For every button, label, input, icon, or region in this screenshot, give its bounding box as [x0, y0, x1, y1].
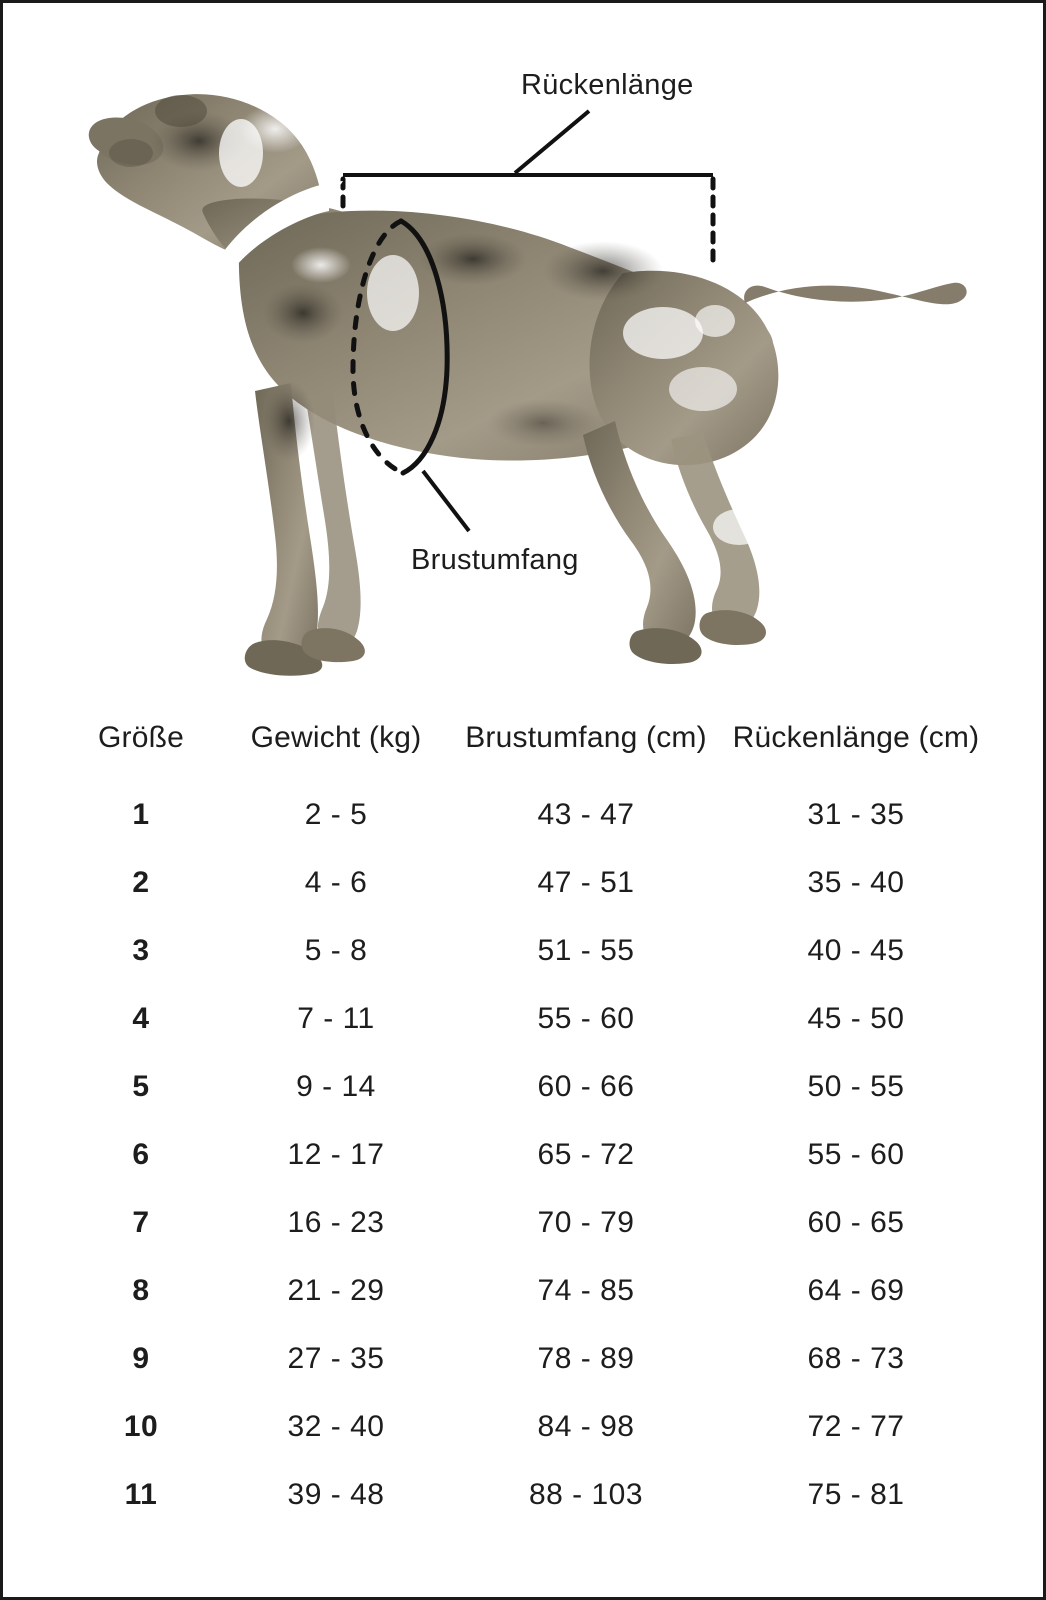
cell-chest: 74 - 85 [537, 1274, 635, 1307]
cell-back: 64 - 69 [807, 1274, 905, 1307]
table-row [61, 1325, 991, 1393]
size-table-wrapper [3, 721, 1046, 1529]
dog-illustration [3, 3, 1043, 703]
cell-chest: 78 - 89 [537, 1342, 635, 1375]
dog-body-shape [89, 94, 967, 676]
table-row [61, 781, 991, 849]
cell-chest: 60 - 66 [537, 1070, 635, 1103]
table-row [61, 849, 991, 917]
cell-weight: 39 - 48 [287, 1478, 385, 1511]
cell-size: 10 [123, 1410, 159, 1443]
table-row [61, 1189, 991, 1257]
watercolor-dog-icon [3, 3, 1046, 703]
size-table [61, 721, 991, 1529]
cell-weight: 9 - 14 [296, 1070, 376, 1103]
cell-back: 35 - 40 [807, 866, 905, 899]
cell-back: 40 - 45 [807, 934, 905, 967]
cell-size: 2 [132, 866, 150, 899]
cell-size: 3 [132, 934, 150, 967]
cell-weight: 16 - 23 [287, 1206, 385, 1239]
label-rueckenlaenge: Rückenlänge [521, 69, 694, 101]
table-row [61, 1257, 991, 1325]
table-row [61, 917, 991, 985]
cell-back: 45 - 50 [807, 1002, 905, 1035]
table-row [61, 1393, 991, 1461]
cell-chest: 88 - 103 [528, 1478, 644, 1511]
label-brustumfang: Brustumfang [411, 544, 579, 576]
table-row [61, 985, 991, 1053]
cell-weight: 4 - 6 [304, 866, 368, 899]
cell-chest: 65 - 72 [537, 1138, 635, 1171]
cell-weight: 32 - 40 [287, 1410, 385, 1443]
cell-chest: 70 - 79 [537, 1206, 635, 1239]
cell-size: 7 [132, 1206, 150, 1239]
cell-back: 75 - 81 [807, 1478, 905, 1511]
cell-size: 11 [124, 1478, 158, 1511]
cell-weight: 2 - 5 [304, 798, 368, 831]
cell-size: 5 [132, 1070, 150, 1103]
table-row [61, 1461, 991, 1529]
cell-size: 9 [132, 1342, 150, 1375]
cell-chest: 55 - 60 [537, 1002, 635, 1035]
cell-weight: 5 - 8 [304, 934, 368, 967]
cell-back: 72 - 77 [807, 1410, 905, 1443]
cell-chest: 51 - 55 [537, 934, 635, 967]
cell-chest: 84 - 98 [537, 1410, 635, 1443]
table-row [61, 1053, 991, 1121]
cell-size: 8 [132, 1274, 150, 1307]
column-header-size: Größe [97, 721, 185, 754]
cell-size: 4 [132, 1002, 150, 1035]
cell-back: 31 - 35 [807, 798, 905, 831]
cell-weight: 7 - 11 [297, 1002, 375, 1035]
table-row [61, 1121, 991, 1189]
cell-chest: 43 - 47 [537, 798, 635, 831]
table-header-row [61, 721, 991, 781]
column-header-weight: Gewicht (kg) [250, 721, 422, 754]
column-header-chest: Brustumfang (cm) [465, 721, 707, 754]
cell-back: 68 - 73 [807, 1342, 905, 1375]
column-header-back: Rückenlänge (cm) [732, 721, 980, 754]
cell-weight: 12 - 17 [287, 1138, 385, 1171]
cell-size: 6 [132, 1138, 150, 1171]
cell-chest: 47 - 51 [537, 866, 635, 899]
cell-back: 60 - 65 [807, 1206, 905, 1239]
cell-back: 55 - 60 [807, 1138, 905, 1171]
cell-weight: 27 - 35 [287, 1342, 385, 1375]
cell-size: 1 [132, 798, 150, 831]
cell-weight: 21 - 29 [287, 1274, 385, 1307]
cell-back: 50 - 55 [807, 1070, 905, 1103]
